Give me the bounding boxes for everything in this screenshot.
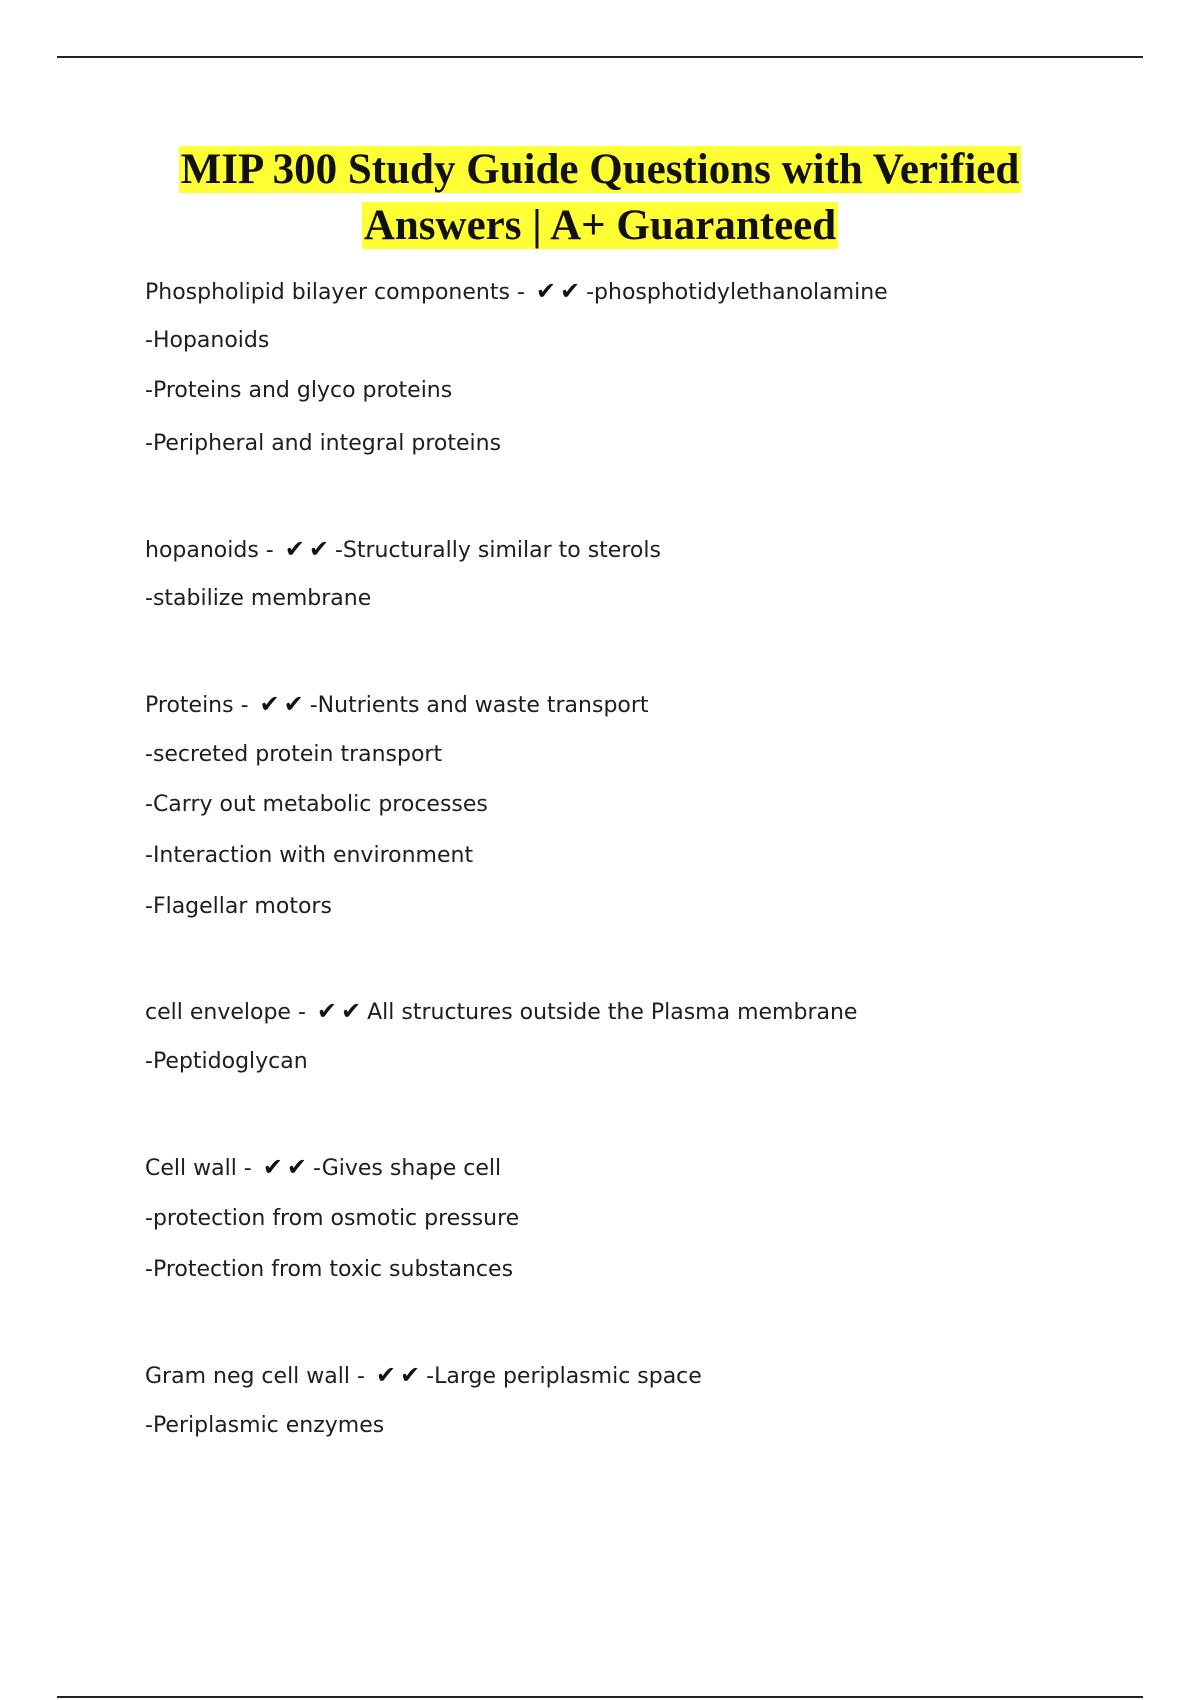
title-line-1: MIP 300 Study Guide Questions with Verified xyxy=(180,146,1020,193)
entry-answer: -Gives shape cell xyxy=(312,1156,502,1181)
entry-term: cell envelope - xyxy=(145,1000,313,1025)
entry-term: Proteins - xyxy=(145,693,256,718)
entry-hopanoids-heading xyxy=(145,534,661,566)
entry-gram-neg-heading xyxy=(145,1360,702,1392)
double-check-icon: ✔✔ xyxy=(284,535,333,563)
entry-proteins-heading xyxy=(145,689,649,721)
entry-cell-wall-heading xyxy=(145,1152,501,1184)
entry-answer: -phosphotidylethanolamine xyxy=(586,280,888,305)
entry-term: hopanoids - xyxy=(145,538,281,563)
entry-answer-line: -Peripheral and integral proteins xyxy=(145,431,502,456)
entry-cell-envelope-heading xyxy=(145,996,857,1028)
entry-answer-line: -Peptidoglycan xyxy=(145,1049,308,1074)
entry-term: Gram neg cell wall - xyxy=(145,1364,372,1389)
entry-term: Cell wall - xyxy=(145,1156,259,1181)
entry-answer: All structures outside the Plasma membrane xyxy=(367,1000,858,1025)
entry-answer-line: -Flagellar motors xyxy=(145,894,332,919)
entry-answer: -Nutrients and waste transport xyxy=(309,693,649,718)
bottom-rule xyxy=(57,1696,1143,1698)
entry-answer-line: -Interaction with environment xyxy=(145,843,474,868)
entry-answer-line: -Protection from toxic substances xyxy=(145,1257,514,1282)
entry-phospholipid-heading xyxy=(145,276,888,308)
entry-answer-line: -protection from osmotic pressure xyxy=(145,1206,520,1231)
entry-answer-line: -secreted protein transport xyxy=(145,742,443,767)
top-rule xyxy=(57,56,1143,58)
entry-answer-line: -Hopanoids xyxy=(145,328,270,353)
document-title xyxy=(100,142,1100,254)
double-check-icon: ✔✔ xyxy=(535,277,585,305)
title-line-2: Answers | A+ Guaranteed xyxy=(363,202,837,249)
entry-answer-line: -Carry out metabolic processes xyxy=(145,792,488,817)
entry-answer-line: -stabilize membrane xyxy=(145,586,372,611)
double-check-icon: ✔✔ xyxy=(375,1361,425,1389)
entry-answer-line: -Proteins and glyco proteins xyxy=(145,378,453,403)
double-check-icon: ✔✔ xyxy=(316,997,366,1025)
entry-answer-line: -Periplasmic enzymes xyxy=(145,1413,385,1438)
entry-answer: -Large periplasmic space xyxy=(426,1364,702,1389)
double-check-icon: ✔✔ xyxy=(259,690,308,718)
double-check-icon: ✔✔ xyxy=(262,1153,311,1181)
entry-answer: -Structurally similar to sterols xyxy=(334,538,661,563)
entry-term: Phospholipid bilayer components - xyxy=(145,280,532,305)
